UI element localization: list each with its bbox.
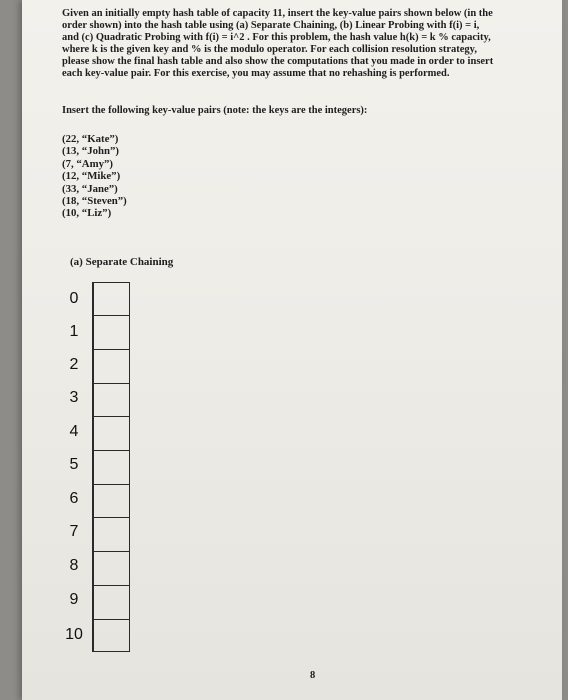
index-label: 4 [69,423,79,440]
cell-divider [94,619,129,620]
cell-divider [94,450,129,451]
key-value-pair: (12, “Mike”) [62,170,121,183]
key-value-pair: (7, “Amy”) [62,157,113,170]
cell-divider [94,551,129,552]
problem-line: where k is the given key and % is the modulo operator. For each collision resolution strategy, [62,44,477,56]
cell-divider [94,383,129,384]
index-label: 5 [69,456,79,473]
index-label: 8 [69,557,79,574]
key-value-pair: (18, “Steven”) [62,195,127,208]
cell-divider [94,349,129,350]
index-label: 2 [69,356,79,373]
key-value-pair: (13, “John”) [62,145,119,158]
key-value-pair: (22, “Kate”) [62,133,119,145]
key-value-pair-list [62,133,127,220]
problem-line: Given an initially empty hash table of capacity 11, insert the key-value pairs shown below (in the [62,8,493,19]
hash-table-cells [92,282,130,652]
index-label: 3 [69,389,79,406]
worksheet-page [22,0,562,700]
page-number: 8 [310,670,316,681]
index-label: 6 [69,490,79,507]
section-title: (a) Separate Chaining [70,256,174,268]
cell-divider [94,585,129,586]
cell-divider [94,315,129,316]
index-label: 10 [65,626,83,643]
index-label: 7 [69,523,79,540]
problem-line: each key-value pair. For this exercise, you may assume that no rehashing is performed. [62,68,450,80]
cell-divider [94,484,129,485]
cell-divider [94,416,129,417]
problem-line: please show the final hash table and also show the computations that you made in order to insert [62,56,494,68]
index-label: 1 [69,323,79,340]
problem-line: and (c) Quadratic Probing with f(i) = i^2 . For this problem, the hash value h(k) = k % capacity, [62,32,491,44]
problem-line: order shown) into the hash table using (a) Separate Chaining, (b) Linear Probing with f(i) = i, [62,20,480,32]
index-label: 0 [69,290,79,307]
index-label: 9 [69,591,79,608]
cell-divider [94,517,129,518]
key-value-pair: (10, “Liz”) [62,207,112,220]
key-value-pair: (33, “Jane”) [62,182,118,195]
problem-statement [62,8,542,81]
instruction-text: Insert the following key-value pairs (note: the keys are the integers): [62,105,368,116]
